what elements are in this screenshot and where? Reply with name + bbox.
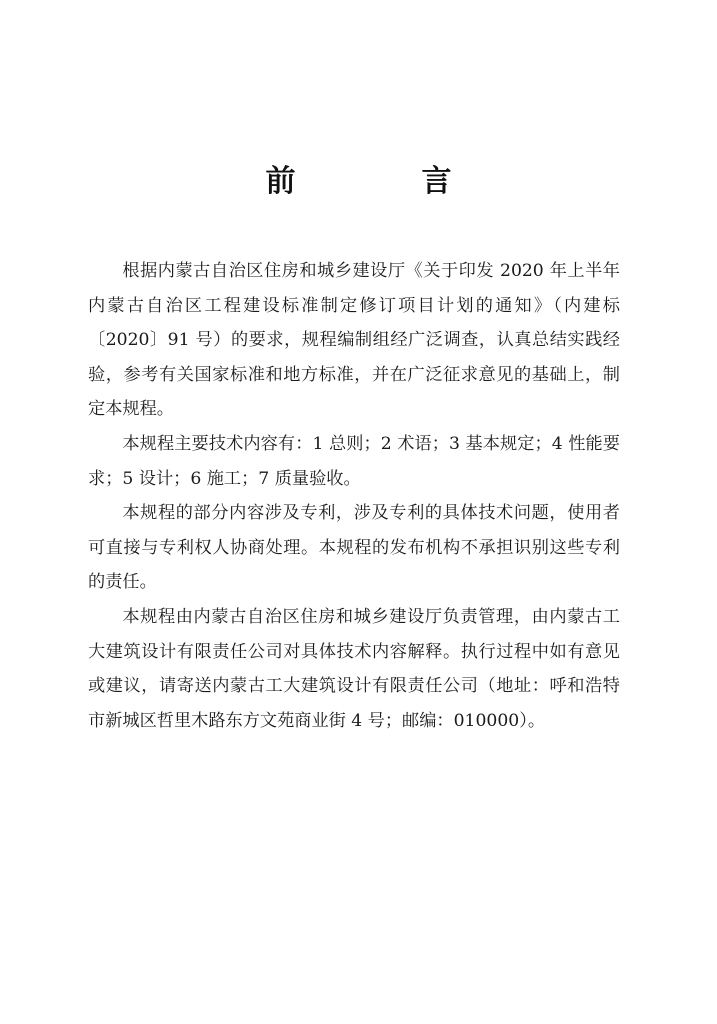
paragraph-patent-notice: 本规程的部分内容涉及专利，涉及专利的具体技术问题，使用者可直接与专利权人协商处理。本规程的发布机构不承担识别这些专利的责任。 [88,503,620,593]
paragraph-management-contact: 本规程由内蒙古自治区住房和城乡建设厅负责管理，由内蒙古工大建筑设计有限责任公司对具体技术内容解释。执行过程中如有意见或建议，请寄送内蒙古工大建筑设计有限责任公司（地址：呼和浩特市新城区哲里木路东方文苑商业街 4 号；邮编：010000）。 [88,606,620,731]
preface-body [88,254,620,738]
paragraph-basis: 根据内蒙古自治区住房和城乡建设厅《关于印发 2020 年上半年内蒙古自治区工程建设标准制定修订项目计划的通知》（内建标〔2020〕91 号）的要求，规程编制组经广泛调查，认真总结实践经验，参考有关国家标准和地方标准，并在广泛征求意见的基础上，制定本规程。 [88,261,620,420]
page-title: 前 言 [265,164,500,199]
paragraph-main-content: 本规程主要技术内容有：1 总则；2 术语；3 基本规定；4 性能要求；5 设计；6 施工；7 质量验收。 [88,433,620,489]
